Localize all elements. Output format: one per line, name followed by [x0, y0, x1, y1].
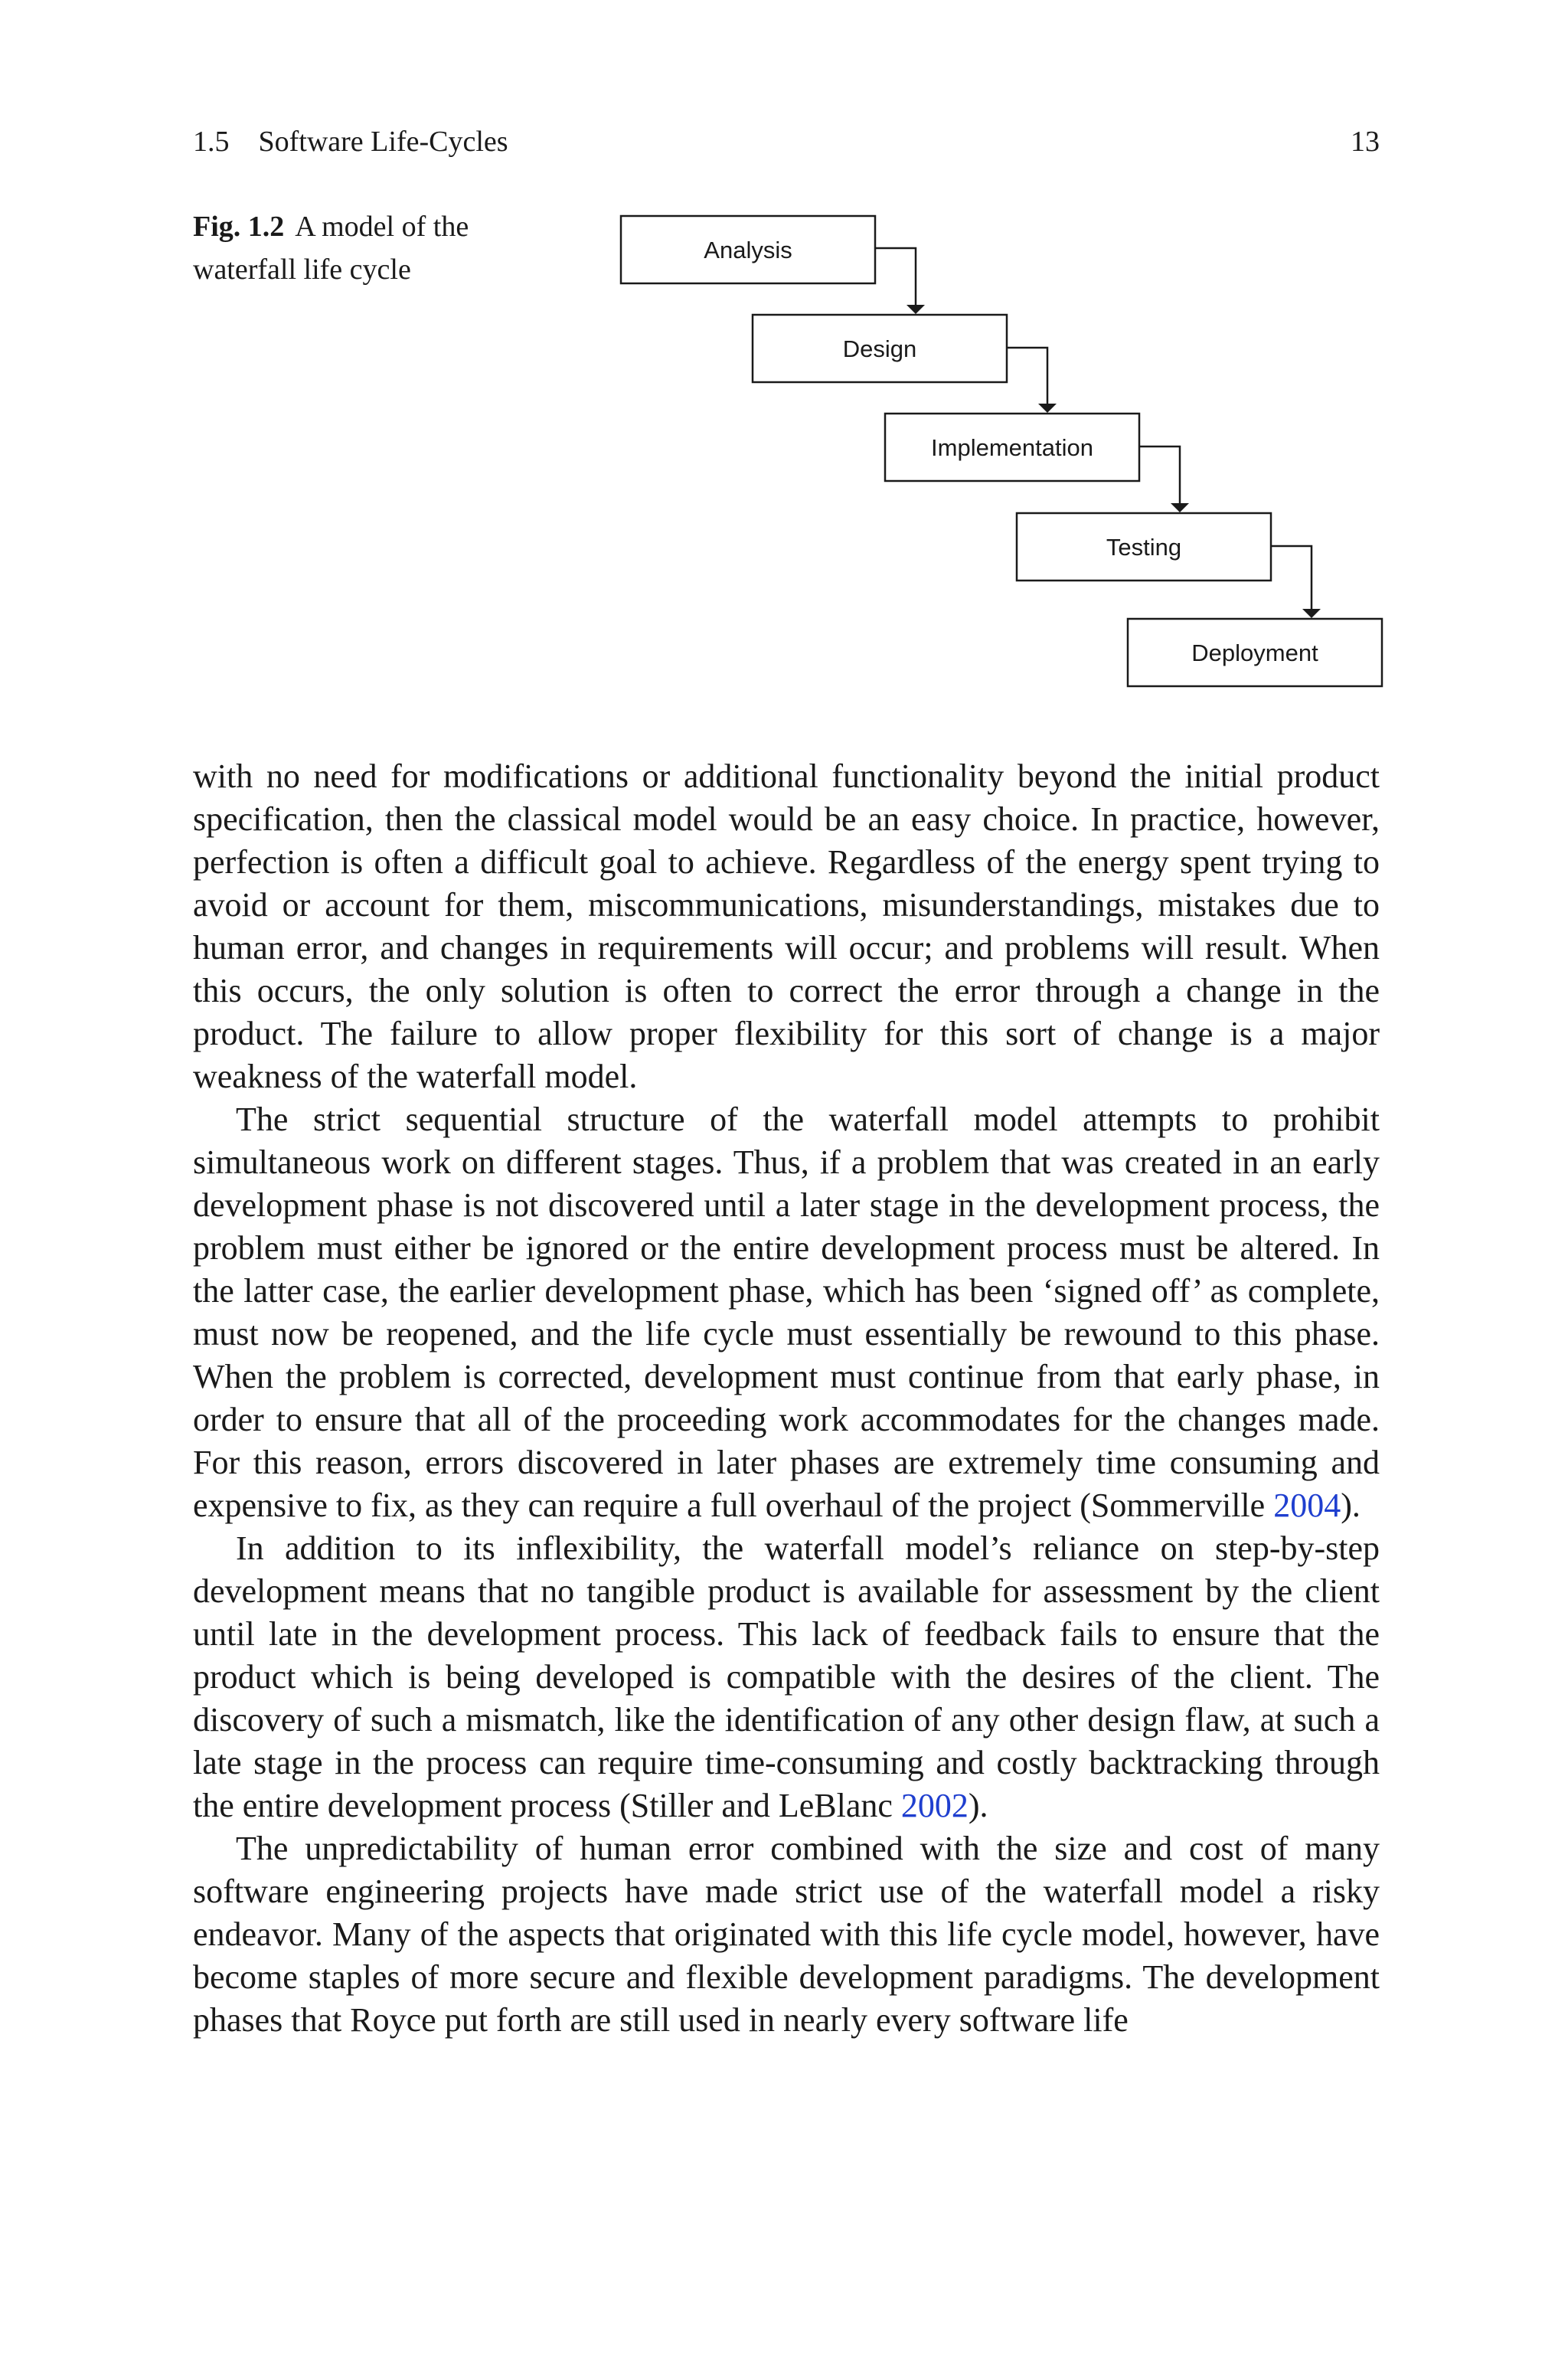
figure-caption-text: A model of the waterfall life cycle	[193, 211, 469, 286]
connector-testing-deployment	[1270, 546, 1312, 609]
stage-label-deployment: Deployment	[1191, 639, 1318, 666]
text-run: The strict sequential structure of the waterfall model attempts to prohibit simultaneous work on different stages. Thus, if a problem that was created in an early development phase is not discovered until a later stage in the development process, the problem must either be ignored or the entire development process must be altered. In the latter case, the earlier development phase, which has been ‘signed off’ as complete, must now be reopened, and the life cycle must essentially be rewound to this phase. When the problem is corrected, development must continue from that early phase, in order to ensure that all of the proceeding work accommodates for the changes made. For this reason, errors discovered in later phases are extremely time consuming and expensive to fix, as they can require a full overhaul of the project (Sommerville	[193, 1101, 1380, 1524]
page-number: 13	[1351, 126, 1380, 158]
stage-label-implementation: Implementation	[931, 434, 1093, 461]
citation-link-sommerville-2004[interactable]: 2004	[1273, 1487, 1341, 1524]
stage-label-design: Design	[842, 335, 917, 362]
running-head	[193, 123, 1380, 161]
stage-label-analysis: Analysis	[704, 237, 792, 263]
arrowhead-icon	[1302, 609, 1321, 618]
connector-design-implementation	[1006, 348, 1047, 404]
body-text	[193, 755, 1380, 2042]
paragraph-1	[193, 755, 1380, 1098]
text-run: In addition to its inflexibility, the waterfall model’s reliance on step-by-step development means that no tangible product is available for assessment by the client until late in the development process. This lack of feedback fails to ensure that the product which is being developed is compatible with the desires of the client. The discovery of such a mismatch, like the identification of any other design flaw, at such a late stage in the process can require time-consuming and costly backtracking through the entire development process (Stiller and LeBlanc	[193, 1529, 1380, 1824]
text-run: The unpredictability of human error combined with the size and cost of many software engineering projects have made strict use of the waterfall model a risky endeavor. Many of the aspects that originated with this life cycle model, however, have become staples of more secure and flexible development paradigms. The development phases that Royce put forth are still used in nearly every software life	[193, 1830, 1380, 2039]
paragraph-2	[193, 1098, 1380, 1527]
paragraph-3	[193, 1527, 1380, 1827]
citation-link-stiller-leblanc-2002[interactable]: 2002	[900, 1787, 969, 1824]
connector-analysis-design	[874, 248, 916, 305]
text-run: ).	[1341, 1487, 1361, 1524]
figure-caption	[193, 205, 530, 291]
waterfall-diagram	[612, 207, 1386, 697]
section-title: 1.5 Software Life-Cycles	[193, 126, 508, 158]
arrowhead-icon	[906, 305, 925, 314]
paragraph-4	[193, 1827, 1380, 2042]
text-run: with no need for modifications or additional functionality beyond the initial product specification, then the classical model would be an easy choice. In practice, however, perfection is often a difficult goal to achieve. Regardless of the energy spent trying to avoid or account for them, miscommunications, misunderstandings, mistakes due to human error, and changes in requirements will occur; and problems will result. When this occurs, the only solution is often to correct the error through a change in the product. The failure to allow proper flexibility for this sort of change is a major weakness of the waterfall model.	[193, 757, 1380, 1095]
stage-label-testing: Testing	[1106, 534, 1182, 561]
arrowhead-icon	[1171, 503, 1189, 512]
arrowhead-icon	[1038, 404, 1057, 413]
figure-label: Fig. 1.2	[193, 211, 285, 243]
text-run: ).	[968, 1787, 988, 1824]
connector-implementation-testing	[1138, 446, 1180, 503]
